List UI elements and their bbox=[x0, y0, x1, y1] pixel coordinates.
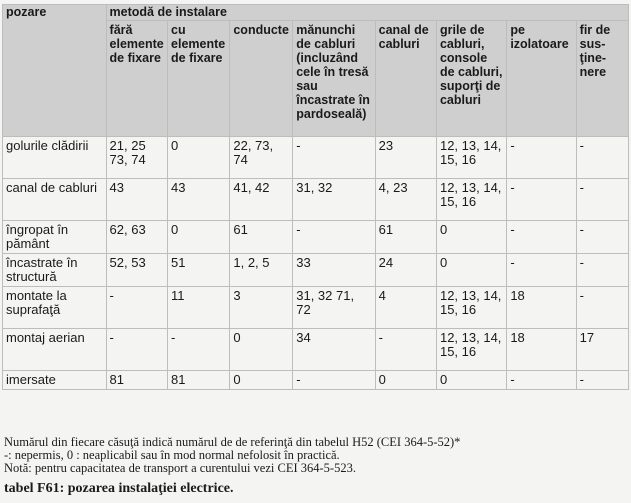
table-cell: 24 bbox=[375, 254, 436, 287]
column-header: canal de cabluri bbox=[375, 21, 436, 137]
table-cell: - bbox=[576, 254, 628, 287]
table-cell: - bbox=[576, 287, 628, 329]
table-cell: 3 bbox=[230, 287, 293, 329]
table-cell: - bbox=[576, 179, 628, 221]
header-pozare: pozare bbox=[3, 5, 107, 137]
table-cell: 18 bbox=[507, 329, 576, 371]
table-cell: 0 bbox=[230, 329, 293, 371]
table-cell: 41, 42 bbox=[230, 179, 293, 221]
table-cell: - bbox=[507, 371, 576, 390]
table-cell: 12, 13, 14, 15, 16 bbox=[436, 329, 506, 371]
table-cell: 43 bbox=[168, 179, 230, 221]
table-notes bbox=[4, 436, 460, 475]
table-cell: 21, 25 73, 74 bbox=[106, 137, 168, 179]
table-cell: 0 bbox=[436, 221, 506, 254]
table-row bbox=[3, 254, 629, 287]
table-cell: 81 bbox=[106, 371, 168, 390]
table-cell: - bbox=[576, 371, 628, 390]
table-cell: - bbox=[576, 221, 628, 254]
table-cell: 4 bbox=[375, 287, 436, 329]
table-cell: 61 bbox=[230, 221, 293, 254]
table-cell: 0 bbox=[375, 371, 436, 390]
table-cell: 0 bbox=[436, 371, 506, 390]
column-header: mănunchi de cabluri (incluzând cele în tresă sau încastrate în pardoseală) bbox=[293, 21, 375, 137]
column-header: grile de cabluri, console de cabluri, suporţi de cabluri bbox=[436, 21, 506, 137]
column-header: pe izolatoare bbox=[507, 21, 576, 137]
table-cell: - bbox=[168, 329, 230, 371]
column-header: fără elemente de fixare bbox=[106, 21, 168, 137]
row-label: montate la suprafaţă bbox=[3, 287, 107, 329]
table-caption: tabel F61: pozarea instalaţiei electrice. bbox=[4, 481, 234, 496]
table-cell: 23 bbox=[375, 137, 436, 179]
table-row bbox=[3, 287, 629, 329]
table-cell: 12, 13, 14, 15, 16 bbox=[436, 287, 506, 329]
table-cell: - bbox=[293, 137, 375, 179]
table-row bbox=[3, 221, 629, 254]
table-cell: 31, 32 71, 72 bbox=[293, 287, 375, 329]
table-cell: - bbox=[375, 329, 436, 371]
table-cell: - bbox=[293, 221, 375, 254]
table-cell: 61 bbox=[375, 221, 436, 254]
table-row bbox=[3, 137, 629, 179]
note-capacity: Notă: pentru capacitatea de transport a curentului vezi CEI 364-5-523. bbox=[4, 461, 356, 475]
table-cell: 81 bbox=[168, 371, 230, 390]
table-cell: 33 bbox=[293, 254, 375, 287]
table-cell: 0 bbox=[436, 254, 506, 287]
column-header: conducte bbox=[230, 21, 293, 137]
table-cell: 51 bbox=[168, 254, 230, 287]
row-label: încastrate în structură bbox=[3, 254, 107, 287]
table-cell: 31, 32 bbox=[293, 179, 375, 221]
column-header: fir de sus-ţine-nere bbox=[576, 21, 628, 137]
table-cell: 1, 2, 5 bbox=[230, 254, 293, 287]
table-cell: - bbox=[106, 329, 168, 371]
table-cell: 52, 53 bbox=[106, 254, 168, 287]
note-reference: Numărul din fiecare căsuţă indică numărul de de referinţă din tabelul H52 (CEI 364-5-52)* bbox=[4, 435, 461, 449]
row-label: îngropat în pământ bbox=[3, 221, 107, 254]
table-cell: 17 bbox=[576, 329, 628, 371]
table-cell: - bbox=[507, 137, 576, 179]
table-cell: - bbox=[576, 137, 628, 179]
table-cell: 12, 13, 14, 15, 16 bbox=[436, 179, 506, 221]
table-cell: 12, 13, 14, 15, 16 bbox=[436, 137, 506, 179]
header-metoda-instalare: metodă de instalare bbox=[106, 5, 628, 21]
table-cell: 0 bbox=[168, 221, 230, 254]
table-cell: - bbox=[106, 287, 168, 329]
table-cell: 22, 73, 74 bbox=[230, 137, 293, 179]
installation-methods-table bbox=[2, 4, 629, 390]
table-cell: - bbox=[293, 371, 375, 390]
row-label: canal de cabluri bbox=[3, 179, 107, 221]
table-row bbox=[3, 179, 629, 221]
table-cell: 18 bbox=[507, 287, 576, 329]
table-cell: - bbox=[507, 254, 576, 287]
note-legend: -: nepermis, 0 : neaplicabil sau în mod normal nefolosit în practică. bbox=[4, 448, 340, 462]
table-cell: - bbox=[507, 179, 576, 221]
table-cell: - bbox=[507, 221, 576, 254]
table-row bbox=[3, 371, 629, 390]
table-cell: 43 bbox=[106, 179, 168, 221]
table-cell: 11 bbox=[168, 287, 230, 329]
table-cell: 0 bbox=[230, 371, 293, 390]
table-row bbox=[3, 329, 629, 371]
table-cell: 34 bbox=[293, 329, 375, 371]
row-label: montaj aerian bbox=[3, 329, 107, 371]
table-cell: 4, 23 bbox=[375, 179, 436, 221]
row-label: golurile clădirii bbox=[3, 137, 107, 179]
column-header: cu elemente de fixare bbox=[168, 21, 230, 137]
row-label: imersate bbox=[3, 371, 107, 390]
table-cell: 62, 63 bbox=[106, 221, 168, 254]
table-cell: 0 bbox=[168, 137, 230, 179]
